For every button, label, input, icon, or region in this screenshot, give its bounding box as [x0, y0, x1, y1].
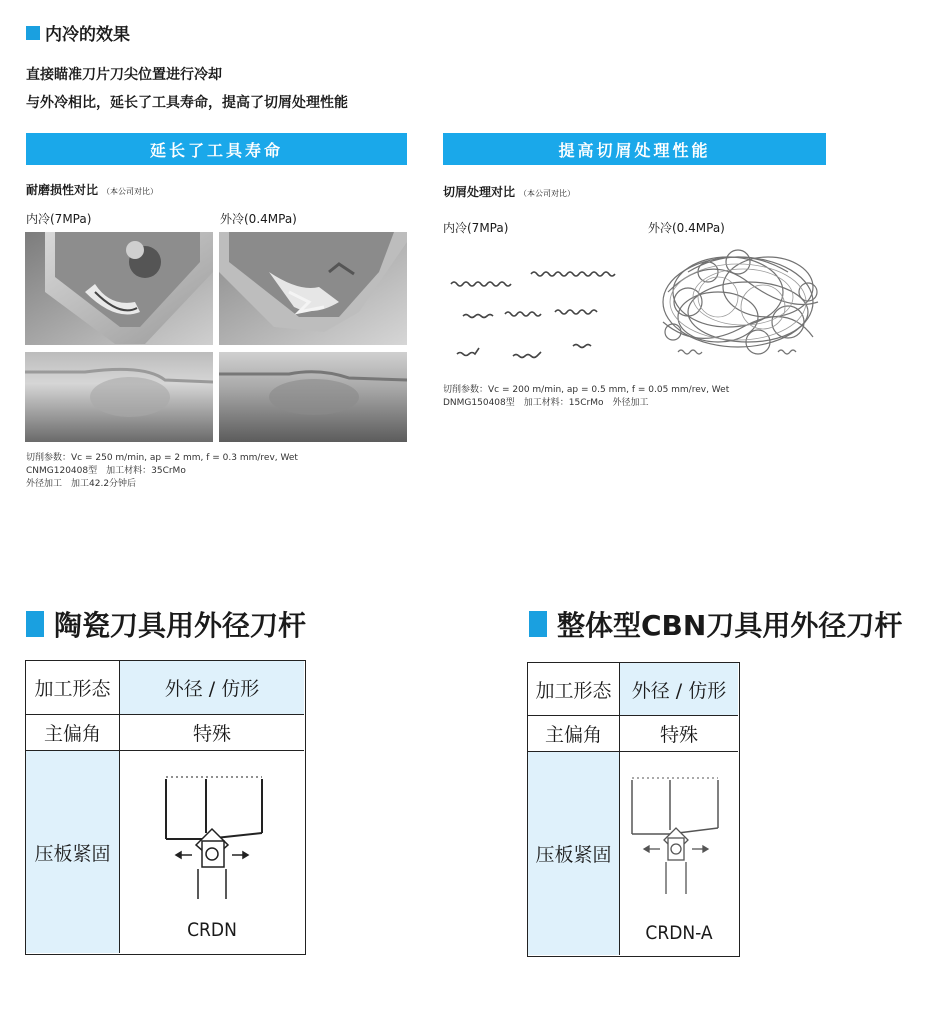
- square-bullet-icon: [26, 611, 44, 637]
- chip-label-external: 外冷(0.4MPa): [648, 221, 725, 235]
- wear-label-internal: 内冷(7MPa): [26, 212, 92, 226]
- ceramic-holder-title: [26, 604, 306, 644]
- wear-compare-subtitle: [26, 181, 158, 198]
- row-label-machining: 加工形态: [26, 661, 120, 715]
- row-label-lead-angle: 主偏角: [26, 715, 120, 751]
- wear-params: [26, 452, 298, 491]
- chip-param-line: DNMG150408型 加工材料：15CrMo 外径加工: [443, 398, 649, 408]
- wear-label-external: 外冷(0.4MPa): [220, 212, 297, 226]
- row-label-clamping: 压板紧固: [26, 751, 120, 953]
- wear-param-line: 外径加工 加工42.2分钟后: [26, 479, 137, 489]
- wear-compare-title: 耐磨损性对比: [26, 183, 99, 197]
- flank-photo-external: [219, 352, 407, 442]
- value-lead-angle: 特殊: [120, 715, 304, 751]
- holder-model: CRDN: [187, 919, 237, 941]
- holder-diagram-cell: [620, 752, 738, 955]
- effect-line-1: 直接瞄准刀片刀尖位置进行冷却: [26, 67, 222, 83]
- row-label-machining: 加工形态: [528, 663, 620, 716]
- chip-label-internal: 内冷(7MPa): [443, 221, 509, 235]
- effect-line-2: 与外冷相比，延长了工具寿命，提高了切屑处理性能: [26, 95, 348, 111]
- wear-param-line: CNMG120408型 加工材料：35CrMo: [26, 466, 186, 476]
- chips-photo-external: [648, 232, 828, 372]
- value-lead-angle: 特殊: [620, 716, 738, 752]
- cbn-holder-title-text: 整体型CBN刀具用外径刀杆: [557, 609, 903, 642]
- holder-diagram-cell: [120, 751, 304, 953]
- tool-life-banner: 延长了工具寿命: [26, 133, 407, 165]
- row-label-lead-angle: 主偏角: [528, 716, 620, 752]
- chips-photo-internal: [443, 260, 633, 370]
- value-machining: 外径 / 仿形: [620, 663, 738, 716]
- value-machining: 外径 / 仿形: [120, 661, 304, 715]
- chip-compare-subtitle: [443, 183, 575, 200]
- effect-title: [26, 20, 130, 45]
- flank-photo-internal: [25, 352, 213, 442]
- cbn-holder-title: [529, 604, 902, 644]
- chip-compare-title: 切屑处理对比: [443, 185, 516, 199]
- ceramic-holder-table: [25, 660, 306, 955]
- wear-param-line: 切削参数：Vc = 250 m/min, ap = 2 mm, f = 0.3 mm/rev, Wet: [26, 453, 298, 463]
- insert-photo-internal: [25, 232, 213, 345]
- chip-control-banner: 提高切屑处理性能: [443, 133, 826, 165]
- ceramic-holder-title-text: 陶瓷刀具用外径刀杆: [54, 609, 307, 642]
- square-bullet-icon: [26, 26, 40, 40]
- effect-title-text: 内冷的效果: [45, 25, 130, 45]
- square-bullet-icon: [529, 611, 547, 637]
- wear-compare-note: （本公司对比）: [102, 187, 159, 196]
- chip-param-line: 切削参数：Vc = 200 m/min, ap = 0.5 mm, f = 0.05 mm/rev, Wet: [443, 385, 730, 395]
- holder-model: CRDN-A: [645, 922, 713, 944]
- chip-params: [443, 384, 729, 410]
- chip-compare-note: （本公司对比）: [519, 189, 576, 198]
- row-label-clamping: 压板紧固: [528, 752, 620, 955]
- insert-photo-external: [219, 232, 407, 345]
- cbn-holder-table: [527, 662, 740, 957]
